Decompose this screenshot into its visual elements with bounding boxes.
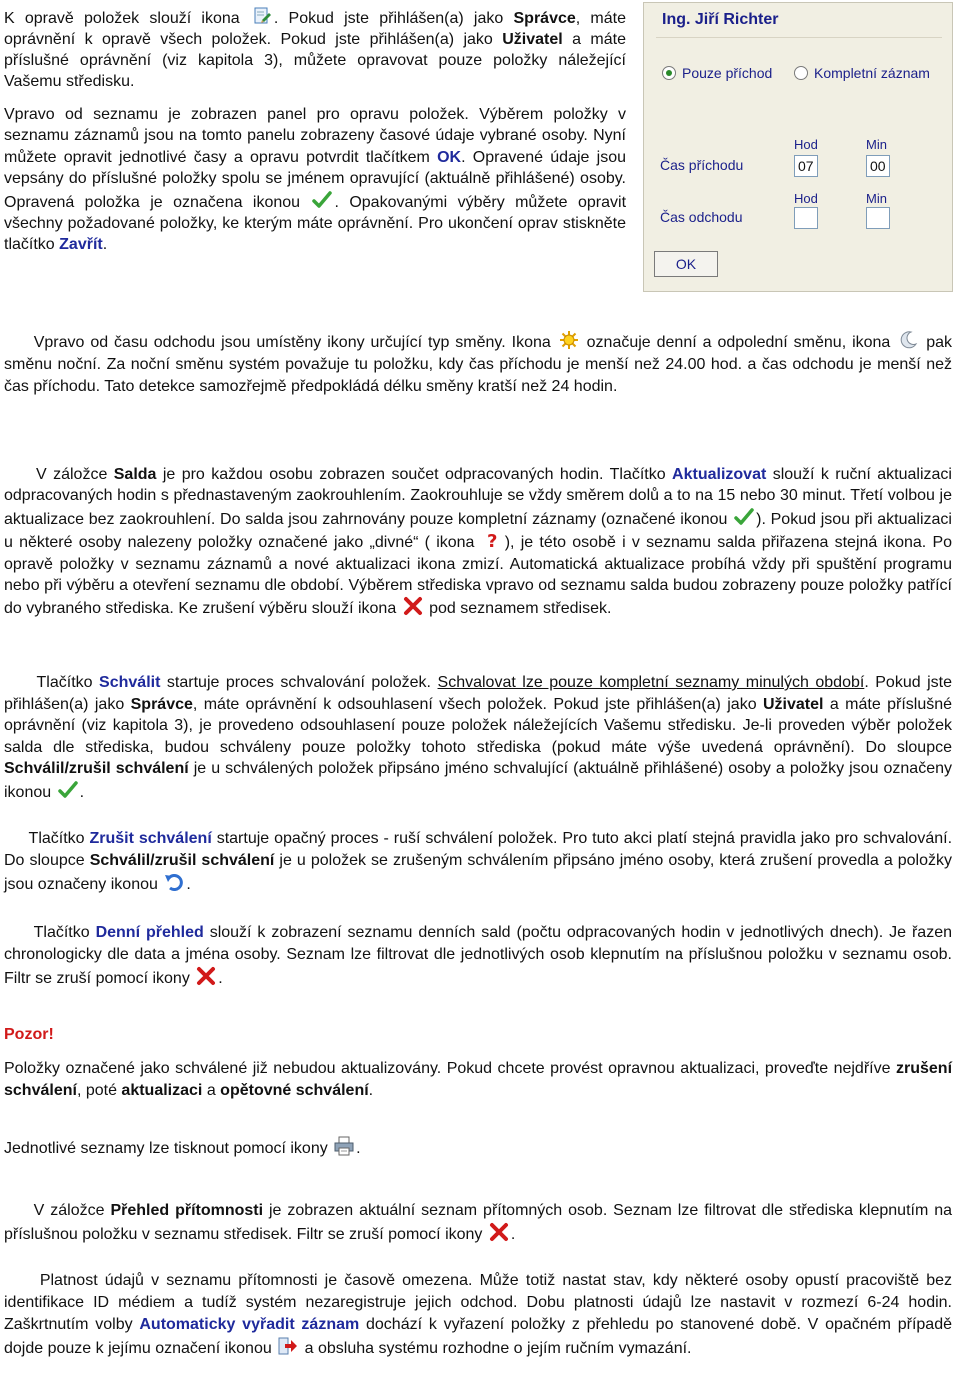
warning-heading: Pozor! [4, 1026, 54, 1043]
para-presence: V záložce Přehled přítomnosti je zobrazen aktuální seznam přítomných osob. Seznam lze filtrovat dle střediska klepnutím na příslušnou položku v seznamu středisek. Filtr se zruší pomocí ikony . [4, 1202, 953, 1243]
arrival-label: Čas příchodu [660, 157, 744, 173]
para-print: Jednotlivé seznamy lze tisknout pomocí ikony . [4, 1136, 952, 1160]
para-shift-type: Vpravo od času odchodu jsou umístěny ikony určující typ směny. Ikona označuje denní a odpolední směnu, ikona pak směnu noční. Za noční směnu systém považuje tu položku, kdy čas příchodu je menší než 24.00 hod. a čas odchodu je menší než čas příchodu. Tato detekce samozřejmě předpokládá délku směny kratší než 24 hodin. [4, 330, 952, 398]
arrival-hour-field[interactable]: 07 [794, 155, 818, 177]
cancel-x-icon [489, 1222, 509, 1242]
arrival-min-field[interactable]: 00 [866, 155, 890, 177]
undo-icon [164, 872, 184, 892]
col-min: Min [866, 137, 887, 152]
exit-arrow-icon [278, 1336, 298, 1356]
check-icon [58, 780, 78, 800]
person-name: Ing. Jiří Richter [662, 11, 779, 28]
col-hour: Hod [794, 137, 818, 152]
departure-min-field[interactable] [866, 207, 890, 229]
para-daily-overview: Tlačítko Denní přehled slouží k zobrazení seznamu denních sald (počtu odpracovaných hodin v jednotlivých dnech). Je řazen chronologicky dle data a jména osoby. Seznam lze filtrovat dle jednotlivých osob klepnutím na příslušnou položku v seznamu osob. Filtr se zruší pomocí ikony . [4, 924, 953, 987]
departure-label: Čas odchodu [660, 209, 743, 225]
col-hour: Hod [794, 191, 818, 206]
moon-icon [898, 330, 918, 350]
radio-only-arrival[interactable]: Pouze příchod [662, 65, 772, 81]
edit-panel [643, 2, 953, 292]
para-validity: Platnost údajů v seznamu přítomnosti je časově omezena. Může totiž nastat stav, kdy některé osoby opustí pracoviště bez identifikace ID médiem a tudíž systém nezaregistruje jejich odchod. Dobu platnosti údajů lze nastavit v rozmezí 6-24 hodin. Zaškrtnutím volby Automaticky vyřadit záznam dochází k vyřazení položky z přehledu po stanovené době. V opačném případě dojde pouze k jejímu označení ikonou a obsluha systému rozhodne o jejím ručním vymazání. [4, 1272, 952, 1357]
radio-dot [794, 66, 808, 80]
radio-dot [662, 66, 676, 80]
departure-hour-field[interactable] [794, 207, 818, 229]
question-icon [483, 530, 503, 550]
edit-icon [252, 6, 272, 26]
check-icon [734, 507, 754, 527]
printer-icon [334, 1136, 354, 1156]
cancel-x-icon [196, 966, 216, 986]
sun-icon [559, 330, 579, 350]
check-icon [312, 190, 332, 210]
cancel-x-icon [403, 596, 423, 616]
divider [656, 37, 942, 38]
para-approve: Tlačítko Schválit startuje proces schvalování položek. Schvalovat lze pouze kompletní seznamy minulých období. Pokud jste přihlášen(a) jako Správce, máte oprávnění k odsouhlasení všech položek. Pokud jste přihlášen(a) jako Uživatel a máte příslušné oprávnění (viz kapitola 3), je provedeno odsouhlasení pouze položek náležejících Vašemu středisku. Je-li proveden výběr položek salda dle střediska, budou schváleny pouze položky tohoto střediska (pokud máte výše uvedená oprávnění). Do sloupce Schválil/zrušil schválení je u schválených položek připsáno jméno schvalující (aktuálně přihlášené) osoby a položky jsou označeny ikonou . [4, 674, 953, 801]
para-edit-panel: Vpravo od seznamu je zobrazen panel pro opravu položek. Výběrem položky v seznamu záznamů jsou na tomto panelu zobrazeny časové údaje vybrané osoby. Nyní můžete opravit jednotlivé časy a opravu potvrdit tlačítkem OK. Opravené údaje jsou vepsány do příslušné položky spolu se jménem opravující (aktuálně přihlášené) osoby. Opravená položka je označena ikonou . Opakovanými výběry můžete opravit všechny požadované položky, ke kterým máte oprávnění. Pro ukončení oprav stiskněte tlačítko Zavřít. [4, 106, 627, 254]
ok-button[interactable]: OK [654, 251, 718, 277]
para-edit-intro: K opravě položek slouží ikona . Pokud jste přihlášen(a) jako Správce, máte oprávnění k opravě všech položek. Pokud jste přihlášen(a) jako Uživatel a máte příslušné oprávnění (viz kapitola 3), můžete opravovat pouze položky náležející Vašemu středisku. [4, 6, 626, 92]
para-salda: V záložce Salda je pro každou osobu zobrazen součet odpracovaných hodin. Tlačítko Aktualizovat slouží k ruční aktualizaci odpracovaných hodin s přednastaveným zaokrouhlením. Zaokrouhluje se vždy směrem dolů a to na 15 nebo 30 minut. Třetí volbou je aktualizace bez zaokrouhlení. Do salda jsou zahrnovány pouze kompletní záznamy (označené ikonou ). Pokud jsou při aktualizaci u některé osoby nalezeny položky označené jako „divné“ ( ikona ? ), je této osobě i v seznamu salda přiřazena stejná ikona. Po opravě položky v seznamu záznamů a nové aktualizaci ikona zmizí. Automatická aktualizace probíhá vždy při spuštění programu nebo při výběru a otevření seznamu dle období. Výběrem střediska vpravo od seznamu salda budou zobrazeny pouze položky patřící do vybraného střediska. Ke zrušení výběru slouží ikona pod seznamem středisek. [4, 466, 953, 618]
para-warning: Položky označené jako schválené již nebudou aktualizovány. Pokud chcete provést opravnou aktualizaci, proveďte nejdříve zrušení schválení, poté aktualizaci a opětovné schválení. [4, 1060, 953, 1099]
col-min: Min [866, 191, 887, 206]
radio-full-record[interactable]: Kompletní záznam [794, 65, 930, 81]
svg-text:?: ? [486, 531, 498, 551]
para-cancel-approval: Tlačítko Zrušit schválení startuje opačný proces - ruší schválení položek. Pro tuto akci platí stejná pravidla jako pro schvalování. Do sloupce Schválil/zrušil schválení je u položek se zrušeným schválením připsáno jméno osoby, která zrušení provedla a položky jsou označeny ikonou . [4, 830, 953, 893]
